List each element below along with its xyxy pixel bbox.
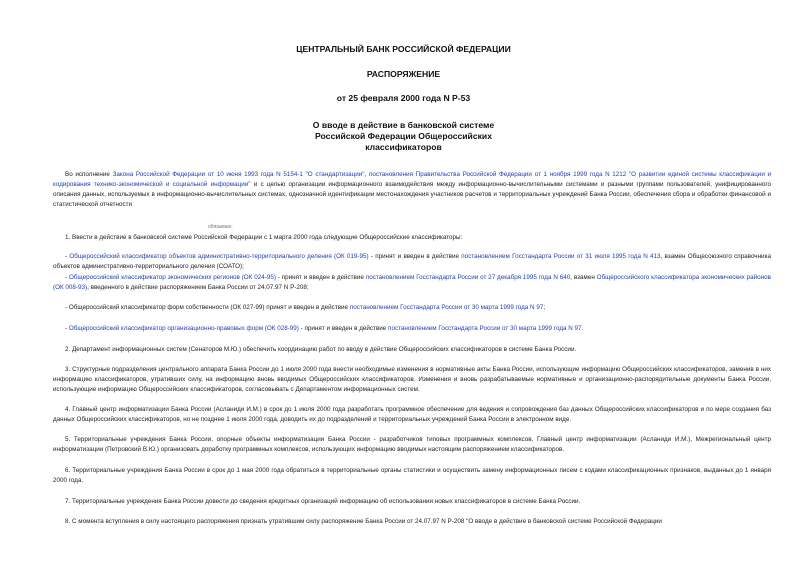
obligate-word: обязываю:	[208, 224, 233, 230]
document-title-line-1: О вводе в действие в банковской системе	[312, 120, 495, 130]
gosstandart-413-link[interactable]: постановлением Госстандарта России от 31 июля 1995 года N 413	[461, 253, 661, 260]
government-decree-1212-link[interactable]: постановления Правительства Российской Федерации от 1 ноября 1999 года N 1212 "О развитии единой системы классификации и кодирования технико-экономической и социальной информации"	[53, 171, 771, 188]
item-2-paragraph: 2. Департамент информационных систем (Сенаторов М.Ю.) обеспечить координацию работ по вводу в действие Общероссийских классификаторов в системе Банка России.	[65, 346, 577, 353]
bullet-okopf-text-1: - принят и введен в действие	[298, 325, 389, 332]
law-5154-1-link[interactable]: Закона Российской Федерации от 10 июня 1993 года N 5154-1 "О стандартизации"	[112, 171, 365, 178]
oker-classifier-link[interactable]: Общероссийский классификатор экономических регионов (ОК 024-95)	[68, 274, 276, 281]
document-type-heading: РАСПОРЯЖЕНИЕ	[366, 69, 441, 79]
bullet-oker-paragraph	[53, 273, 771, 293]
gosstandart-640-link[interactable]: постановлением Госстандарта России от 27 декабря 1995 года N 640	[365, 274, 571, 281]
bullet-okato-paragraph	[53, 252, 771, 272]
bullet-okfs-paragraph	[53, 303, 771, 313]
ok-008-93-link[interactable]: Общероссийского классификатора экономических районов (ОК 008-93)	[53, 274, 771, 291]
item-1-paragraph: 1. Ввести в действие в банковской системе Российской Федерации с 1 марта 2000 года следующие Общероссийские классификаторы:	[65, 234, 463, 241]
bullet-okato-dash: -	[65, 253, 70, 260]
bullet-okfs-text-0: - Общероссийский классификатор форм собственности (ОК 027-99) принят и введен в действие	[65, 304, 350, 311]
bullet-okato-text-2: , взамен Общесоюзного справочника объектов административно-территориального деления (СОАТО);	[53, 253, 771, 270]
bullet-okato-text-1: - принят и введен в действие	[368, 253, 462, 260]
intro-text-3: и с целью организации информационного взаимодействия между информационно-вычислительными системами и разными группами пользователей, унифицированного описания данных, используемых в информационно-вычислительных системах, однозначной идентификации местонахождения участников расчетов и территориальных учреждений Банка России, обеспечения сбора и обработки финансовой и статистической отчетности	[53, 180, 772, 208]
document-date-heading: от 25 февраля 2000 года N Р-53	[336, 93, 471, 103]
item-7-paragraph: 7. Территориальные учреждения Банка России довести до сведения кредитных организаций информацию об использовании новых классификаторов в системе Банка России.	[65, 498, 581, 505]
bullet-oker-text-3: , введенного в действие распоряжением Банка России от 24.07.97 N Р-208;	[87, 283, 309, 291]
intro-text-1: Во исполнение	[65, 171, 113, 178]
bullet-okopf-dash: -	[65, 325, 69, 332]
document-title-line-3: классификаторов	[365, 142, 442, 152]
bullet-oker-dash: -	[65, 274, 69, 281]
bullet-okopf-text-2: .	[581, 325, 584, 332]
item-8-paragraph: 8. С момента вступления в силу настоящего распоряжения признать утратившим силу распоряжение Банка России от 24.07.97 N Р-208 "О вводе в действие в банковской системе Российской Федерации	[65, 518, 662, 525]
intro-paragraph	[53, 170, 771, 210]
bullet-okopf-paragraph	[53, 324, 771, 334]
bullet-okfs-text-1: ;	[543, 304, 546, 311]
item-3-paragraph: 3. Структурные подразделения центрального аппарата Банка России до 1 июля 2000 года внести необходимые изменения в нормативные акты Банка России, использующие информацию Общероссийских классификаторов, заменив в них информацию классификаторов, утративших силу, на информацию вновь вводимых Общероссийских классификаторов. Изменения и вновь разрабатываемые нормативные и организационно-распорядительные документы Банка России, использующие информацию Общероссийских классификаторов, согласовывать с Департаментом информационных систем.	[53, 366, 771, 393]
item-5-paragraph: 5. Территориальные учреждения Банка России, опорные объекты информатизации Банка России - разработчиков типовых программных комплексов, Главный центр информатизации (Асланиди И.М.), Межрегиональный центр информатизации (Петровский В.Ю.) организовать доработку программных комплексов, использующих информацию вводимых настоящим распоряжением классификаторов.	[53, 436, 771, 453]
bank-name-heading: ЦЕНТРАЛЬНЫЙ БАНК РОССИЙСКОЙ ФЕДЕРАЦИИ	[296, 44, 511, 54]
intro-text-2: ,	[364, 171, 369, 178]
document-title-line-2: Российской Федерации Общероссийских	[315, 131, 492, 141]
gosstandart-97-link-1[interactable]: постановлением Госстандарта России от 30 марта 1999 года N 97	[349, 304, 544, 311]
bullet-oker-text-1: - принят и введен в действие	[275, 274, 366, 281]
gosstandart-97-link-2[interactable]: постановлением Госстандарта России от 30 марта 1999 года N 97	[388, 325, 582, 332]
item-4-paragraph: 4. Главный центр информатизации Банка России (Асланиди И.М.) в срок до 1 июля 2000 года разработать программное обеспечение для ведения и сопровождения баз данных Общероссийских классификаторов и по мере создания баз данных Общероссийских классификаторов, но не позднее 1 июля 2000 года, доводить их до подразделений и территориальных учреждений Банка России в электронном виде.	[53, 406, 771, 423]
item-6-paragraph: 6. Территориальные учреждения Банка России в срок до 1 мая 2000 года обратиться в территориальные органы статистики и осуществить замену информационных писем с кодами классификационных признаков, выданных до 1 января 2000 года.	[53, 467, 771, 484]
okato-classifier-link[interactable]: Общероссийский классификатор объектов административно-территориального деления (ОК 019-95)	[69, 253, 369, 260]
okopf-classifier-link[interactable]: Общероссийский классификатор организационно-правовых форм (ОК 028-99)	[68, 325, 299, 332]
bullet-oker-text-2: , взамен	[570, 274, 597, 281]
